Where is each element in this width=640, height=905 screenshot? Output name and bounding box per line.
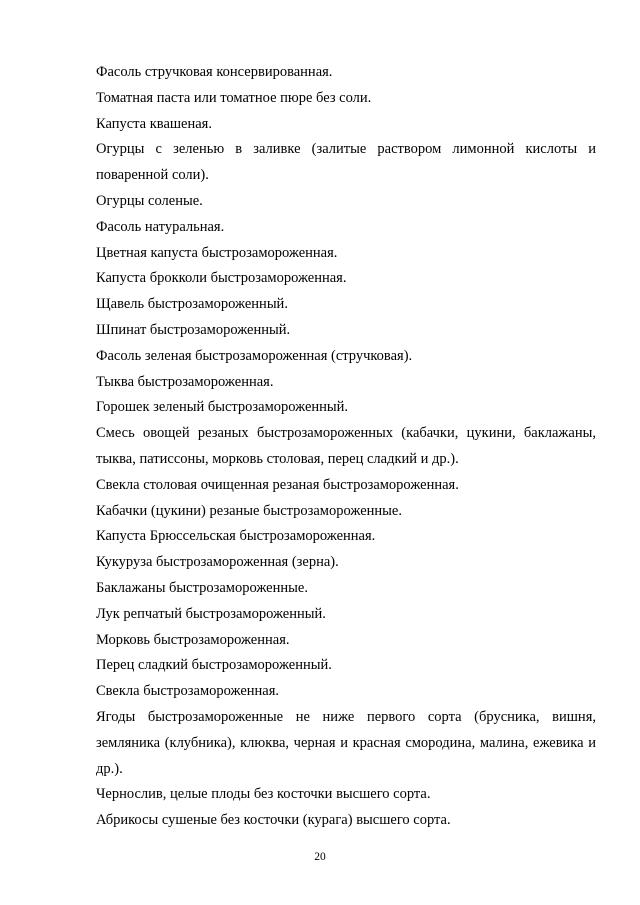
list-item: Цветная капуста быстрозамороженная.: [96, 244, 338, 261]
list-item: Лук репчатый быстрозамороженный.: [96, 605, 326, 622]
list-item: Кабачки (цукини) резаные быстрозамороженные.: [96, 502, 402, 519]
list-item: Щавель быстрозамороженный.: [96, 296, 288, 313]
list-item: Ягоды быстрозамороженные не ниже первого сорта (брусника, вишня, земляника (клубника), клюква, черная и красная смородина, малина, ежевика и др.).: [96, 708, 596, 777]
list-item: Свекла столовая очищенная резаная быстрозамороженная.: [96, 476, 459, 493]
list-item: Фасоль натуральная.: [96, 218, 225, 235]
list-item: Баклажаны быстрозамороженные.: [96, 579, 308, 596]
page-number: 20: [314, 851, 326, 863]
list-item: Смесь овощей резаных быстрозамороженных (кабачки, цукини, баклажаны, тыква, патиссоны, морковь столовая, перец сладкий и др.).: [96, 425, 596, 467]
list-item: Томатная паста или томатное пюре без соли.: [96, 89, 372, 106]
list-item: Кукуруза быстрозамороженная (зерна).: [96, 554, 339, 571]
list-item: Свекла быстрозамороженная.: [96, 683, 280, 700]
list-item: Горошек зеленый быстрозамороженный.: [96, 399, 349, 416]
list-item: Капуста брокколи быстрозамороженная.: [96, 270, 347, 287]
list-item: Чернослив, целые плоды без косточки высшего сорта.: [96, 786, 431, 803]
list-item: Капуста квашеная.: [96, 115, 212, 132]
list-item: Перец сладкий быстрозамороженный.: [96, 657, 332, 674]
list-item: Фасоль стручковая консервированная.: [96, 64, 333, 80]
list-item: Огурцы с зеленью в заливке (залитые раствором лимонной кислоты и поваренной соли).: [96, 141, 596, 184]
list-item: Огурцы соленые.: [96, 192, 203, 209]
list-item: Капуста Брюссельская быстрозамороженная.: [96, 528, 376, 545]
list-item: Шпинат быстрозамороженный.: [96, 321, 291, 338]
list-item: Тыква быстрозамороженная.: [96, 373, 274, 390]
document-body: [96, 60, 596, 834]
list-item: Фасоль зеленая быстрозамороженная (стручковая).: [96, 347, 413, 364]
list-item: Морковь быстрозамороженная.: [96, 631, 290, 648]
list-item: Абрикосы сушеные без косточки (курага) высшего сорта.: [96, 812, 451, 829]
